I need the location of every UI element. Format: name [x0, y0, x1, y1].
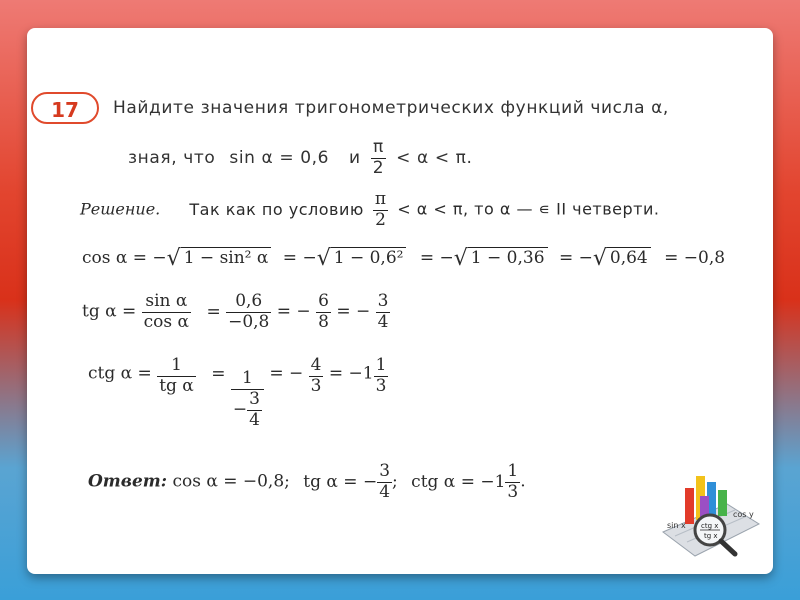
radicand: 1 − sin² α — [181, 247, 272, 268]
equals-minus: = − — [558, 248, 593, 268]
fraction-numerator: π — [374, 189, 387, 209]
ctg-label: ctg x — [701, 522, 719, 530]
answer-line — [88, 462, 526, 502]
solution-text-1: Так как по условию — [189, 199, 364, 219]
task-line-2-prefix: зная, что — [128, 148, 216, 169]
fraction — [374, 356, 389, 396]
equals: = — [211, 363, 226, 384]
bar-red — [685, 488, 694, 524]
equals-minus: = − — [269, 363, 304, 384]
fraction-numerator: 3 — [377, 291, 389, 311]
fraction-numerator: π — [373, 137, 384, 157]
fraction-denominator: tg α — [159, 375, 194, 396]
complex-fraction — [231, 369, 264, 430]
tg-lhs: tg α = — [82, 301, 137, 322]
fraction-denominator: 4 — [379, 481, 391, 502]
answer-ctg: ctg α = −1 — [411, 471, 506, 492]
fraction — [316, 292, 331, 332]
trigonometry-chart-icon — [655, 462, 765, 562]
fraction — [226, 292, 271, 332]
fraction-denominator: 8 — [318, 311, 329, 332]
solution-text-2: < α < π, то α — ∊ II четверти. — [397, 199, 660, 219]
equals-minus: = − — [276, 301, 311, 322]
fraction-numerator: 1 — [375, 355, 387, 375]
answer-tg: tg α = − — [303, 471, 378, 492]
minus-sign: − — [232, 399, 248, 420]
fraction — [377, 462, 392, 502]
answer-cos: cos α = −0,8; — [172, 471, 290, 492]
fraction-denominator: 3 — [375, 375, 387, 396]
semicolon: ; — [392, 471, 398, 492]
sqrt-sign: √ — [453, 246, 468, 271]
cos-result: = −0,8 — [664, 248, 726, 268]
solution-line — [80, 190, 659, 230]
fraction-denominator: 4 — [377, 311, 389, 332]
fraction-numerator: 0,6 — [235, 291, 263, 311]
ctg-lhs: ctg α = — [88, 363, 152, 384]
task-line-2 — [128, 138, 473, 178]
tg-label: tg x — [704, 532, 718, 540]
fraction-denominator: 4 — [249, 409, 260, 430]
cos-lhs: cos α = − — [82, 248, 167, 268]
fraction-numerator: sin α — [145, 291, 188, 311]
sin-given: sin α = 0,6 — [229, 148, 330, 169]
answer-label: Ответ: — [88, 471, 168, 492]
cos-label: cos y — [733, 510, 754, 519]
fraction-numerator: 1 — [241, 368, 253, 389]
fraction — [247, 390, 262, 430]
and-word: и — [349, 148, 361, 169]
bar-green — [718, 490, 727, 516]
fraction-numerator: 1 — [507, 461, 519, 481]
ctg-equation — [88, 356, 388, 430]
fraction-numerator: 4 — [310, 355, 322, 375]
equals-minus: = − — [419, 248, 454, 268]
equals-minus: = − — [282, 248, 317, 268]
fraction — [376, 292, 391, 332]
equals-minus-one: = −1 — [328, 363, 374, 384]
fraction — [157, 356, 196, 396]
fraction-numerator: 6 — [318, 291, 329, 311]
fraction-denominator: 3 — [310, 375, 322, 396]
period: . — [520, 471, 526, 492]
fraction-denominator: 3 — [507, 481, 519, 502]
equals: = — [206, 301, 221, 322]
fraction-numerator: 1 — [171, 355, 182, 375]
equals-minus: = − — [336, 301, 371, 322]
sqrt-sign: √ — [316, 246, 331, 271]
radicand: 1 − 0,6² — [331, 247, 407, 268]
sin-label: sin x — [667, 521, 686, 530]
fraction-denominator: −0,8 — [228, 311, 270, 332]
sqrt-sign: √ — [166, 246, 181, 271]
cos-equation — [82, 246, 725, 271]
pi-over-2-fraction — [371, 138, 386, 178]
sqrt-sign: √ — [592, 246, 607, 271]
fraction-denominator — [231, 389, 264, 430]
solution-label: Решение. — [80, 199, 161, 219]
fraction — [505, 462, 520, 502]
fraction-numerator: 3 — [249, 389, 260, 409]
task-line-1: Найдите значения тригонометрических функций числа α, — [113, 98, 669, 118]
tg-equation — [82, 292, 390, 332]
task-inequality: < α < π. — [396, 148, 473, 169]
task-number-badge: 17 — [31, 92, 99, 124]
fraction-denominator: cos α — [143, 311, 190, 332]
magnifier-handle — [721, 541, 735, 554]
fraction — [142, 292, 191, 332]
radicand: 0,64 — [607, 247, 651, 268]
fraction-numerator: 3 — [379, 461, 391, 481]
radicand: 1 − 0,36 — [468, 247, 548, 268]
fraction — [309, 356, 324, 396]
fraction-denominator: 2 — [372, 157, 385, 178]
fraction-denominator: 2 — [373, 210, 388, 231]
pi-over-2-fraction — [373, 190, 388, 230]
